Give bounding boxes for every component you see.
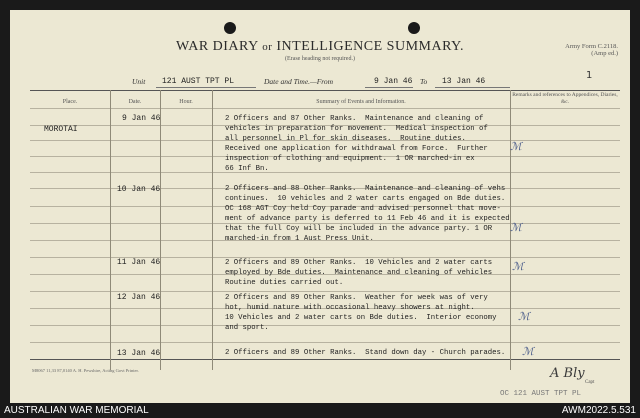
underline: [156, 87, 256, 88]
pen-mark: 1: [586, 70, 593, 81]
diary-page: [10, 10, 630, 403]
entry-date: 12 Jan 46: [117, 293, 161, 302]
entry-date: 13 Jan 46: [117, 349, 161, 358]
initial-mark: ℳ: [510, 221, 522, 234]
column-divider: [160, 90, 161, 370]
row-rule: [30, 291, 620, 292]
column-header-place: Place.: [62, 99, 78, 105]
entry-date: 11 Jan 46: [117, 258, 161, 267]
printer-line: M8067 11,33 87,0140 A. H. Pewshire, Acting Govt Printer.: [32, 368, 139, 373]
signature-rank: Capt: [585, 380, 595, 385]
entry-date: 9 Jan 46: [122, 114, 161, 123]
table-top-rule: [30, 90, 620, 91]
punch-hole: [224, 22, 236, 34]
to-label: To: [420, 77, 428, 86]
initial-mark: ℳ: [522, 345, 534, 358]
place-cell: MOROTAI: [44, 125, 78, 134]
page-subtitle: (Erase heading not required.): [285, 56, 355, 62]
column-header-remarks: Remarks and references to Appendices, Diaries, &c.: [512, 92, 618, 105]
header-rule: [30, 108, 620, 109]
column-header-date: Date.: [128, 99, 142, 105]
column-header-hour: Hour.: [179, 99, 193, 105]
column-divider: [212, 90, 213, 370]
unit-stamp: OC 121 AUST TPT PL: [500, 390, 582, 398]
from-value: 9 Jan 46: [374, 77, 413, 86]
column-divider: [110, 90, 111, 370]
entry-text: 2 Officers and 88 Other Ranks. Maintenance and cleaning of vehs continues. 10 vehicles and 2 water carts engaged on Bde duties. OC 168 AGT Coy held Coy parade and advised personnel that move- ment of advance party is deferred to 11 Feb 46 and it is expected that the full Coy will be included in the advance party. 1 OR marched-in from 1 Aust Press Unit.: [225, 185, 510, 243]
archive-reference: AWM2022.5.531: [561, 405, 636, 416]
entry-date: 10 Jan 46: [117, 185, 161, 194]
initial-mark: ℳ: [518, 310, 530, 323]
column-header-summary: Summary of Events and Information.: [316, 99, 406, 105]
form-reference: Army Form C.2118. (Amp ed.): [565, 43, 618, 58]
unit-value: 121 AUST TPT PL: [162, 77, 235, 86]
table-bottom-rule: [30, 359, 620, 360]
initial-mark: ℳ: [512, 260, 524, 273]
initial-mark: ℳ: [510, 140, 522, 153]
page-title: WAR DIARY or INTELLIGENCE SUMMARY.: [176, 39, 464, 54]
archive-name: AUSTRALIAN WAR MEMORIAL: [4, 405, 149, 416]
underline: [435, 87, 510, 88]
archive-caption-bar: [0, 403, 640, 418]
entry-text: 2 Officers and 89 Other Ranks. 10 Vehicles and 2 water carts employed by Bde duties. Maintenance and cleaning of vehicles Routine duties carried out.: [225, 259, 493, 287]
entry-text: 2 Officers and 87 Other Ranks. Maintenance and cleaning of vehicles in preparation for movement. Medical inspection of all personnel in Pl for skin diseases. Routine duties. Received one application for withdrawal from Force. Further inspection of clothing and equipment. 1 OR marched-in ex 66 Inf Bn.: [225, 115, 488, 173]
date-label: Date and Time.—From: [264, 77, 334, 86]
entry-text: 2 Officers and 89 Other Ranks. Stand down day - Church parades.: [225, 349, 506, 357]
signature: A Bly: [550, 366, 585, 381]
punch-hole: [408, 22, 420, 34]
entry-text: 2 Officers and 89 Other Ranks. Weather for week was of very hot, humid nature with occasional heavy showers at night. 10 Vehicles and 2 water carts on Bde duties. Interior economy and sport.: [225, 294, 497, 332]
row-rule: [30, 342, 620, 343]
unit-label: Unit: [132, 77, 146, 86]
underline: [365, 87, 413, 88]
to-value: 13 Jan 46: [442, 77, 486, 86]
